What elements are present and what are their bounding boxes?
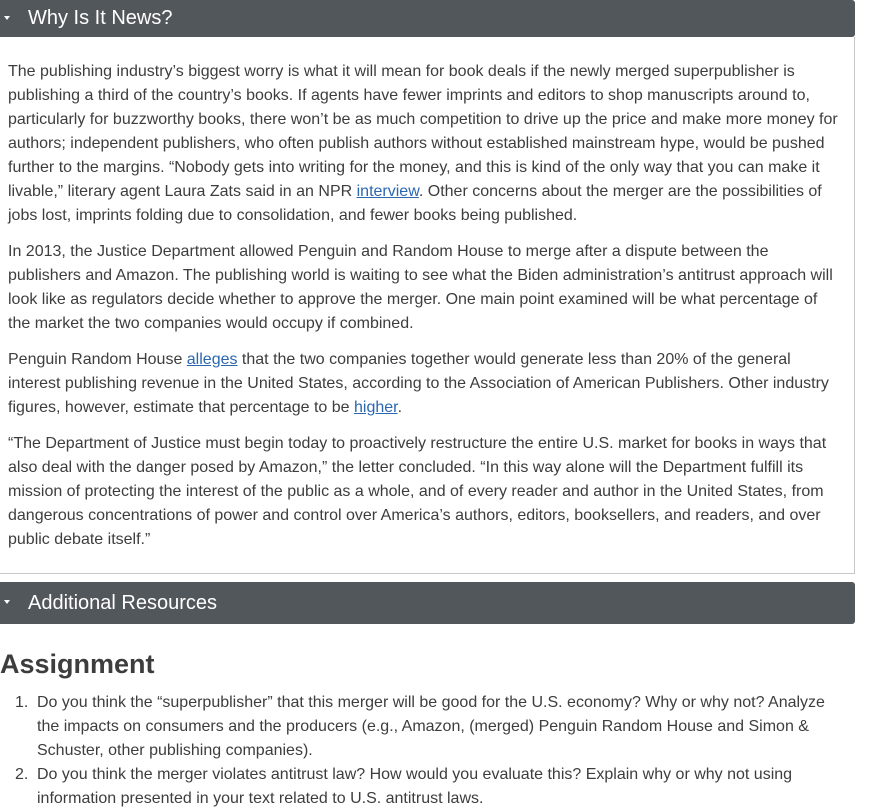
list-number: 2. — [15, 766, 29, 783]
list-item-text: Do you think the merger violates antitrust law? How would you evaluate this? Explain why or why not using information presented in your text related to U.S. antitrust laws. — [37, 766, 793, 807]
alleges-link[interactable]: alleges — [186, 351, 238, 368]
assignment-list — [0, 691, 850, 811]
paragraph: The publishing industry’s biggest worry is what it will mean for book deals if the newly merged superpublisher is publishing a third of the country’s books. If agents have fewer imprints and editors to shop manuscripts around to, particularly for buzzworthy books, there won’t be as much competition to drive up the price and make more money for authors; independent publishers, who often publish authors without established mainstream hype, would be pushed further to the margins. “Nobody gets into writing for the money, and this is kind of the only way that you can make it livable,” literary agent Laura Zats said in an NPR interview. Other concerns about the merger are the possibilities of jobs lost, imprints folding due to consolidation, and fewer books being published. — [8, 63, 838, 224]
why-is-it-news-panel — [0, 37, 855, 574]
list-number: 1. — [15, 694, 29, 711]
why-is-it-news-header[interactable] — [0, 0, 855, 37]
caret-down-icon — [4, 600, 10, 604]
additional-resources-header[interactable] — [0, 582, 855, 624]
section-title: Additional Resources — [28, 592, 217, 614]
paragraph: Penguin Random House alleges that the two companies together would generate less than 20% of the general interest publishing revenue in the United States, according to the Association of American Publishers. Other industry figures, however, estimate that percentage to be higher. — [8, 351, 829, 416]
paragraph: “The Department of Justice must begin today to proactively restructure the entire U.S. market for books in ways that also deal with the danger posed by Amazon,” the letter concluded. “In this way alone will the Department fulfill its mission of protecting the interest of the public as a whole, and of every reader and author in the United States, from dangerous concentrations of power and control over America’s authors, editors, booksellers, and readers, and over public debate itself.” — [8, 435, 827, 548]
paragraph: In 2013, the Justice Department allowed Penguin and Random House to merge after a dispute between the publishers and Amazon. The publishing world is waiting to see what the Biden administration’s antitrust approach will look like as regulators decide whether to approve the merger. One main point examined will be what percentage of the market the two companies would occupy if combined. — [8, 243, 833, 332]
caret-down-icon — [4, 16, 10, 20]
list-item-text: Do you think the “superpublisher” that this merger will be good for the U.S. economy? Why or why not? Analyze the impacts on consumers and the producers (e.g., Amazon, (merged) Penguin Random House and Simon & Schuster, other publishing companies). — [37, 694, 825, 759]
section-title: Why Is It News? — [28, 7, 173, 29]
list-item — [0, 691, 849, 763]
interview-link[interactable]: interview — [356, 183, 419, 200]
higher-link[interactable]: higher — [353, 399, 398, 416]
list-item — [0, 763, 849, 811]
assignment-heading: Assignment — [0, 649, 155, 679]
